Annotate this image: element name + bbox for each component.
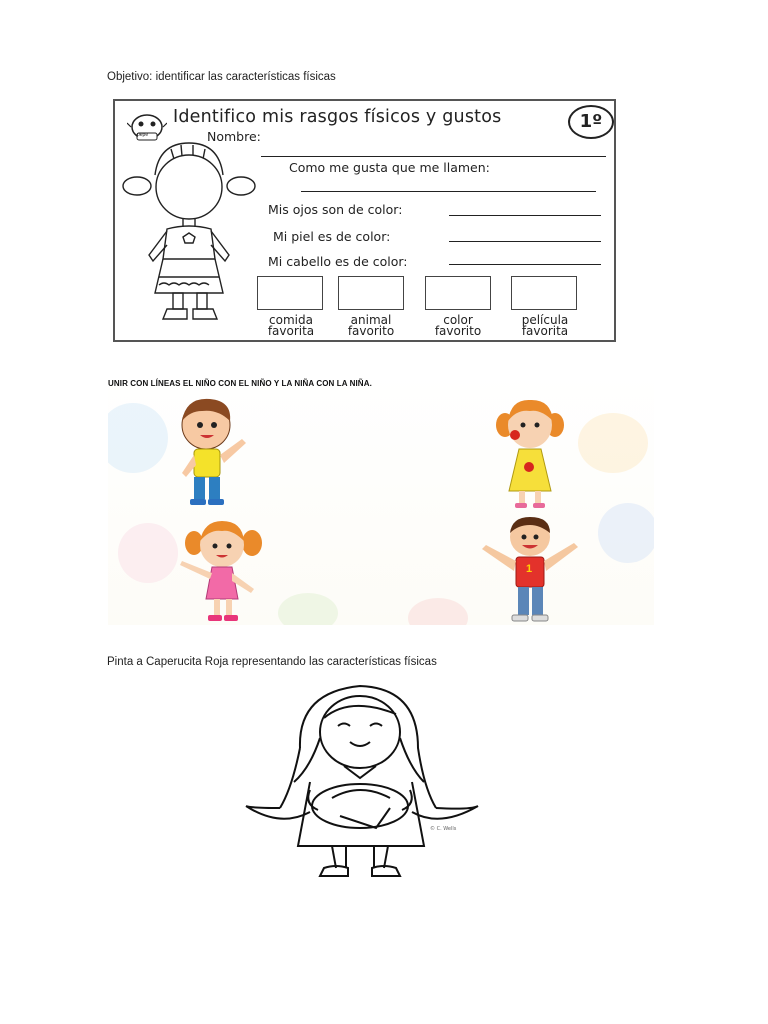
skin-color-line (449, 241, 601, 242)
girl-yellow-dress-image (493, 395, 573, 513)
girl-outline-drawing (119, 135, 259, 331)
favorite-food-label: comida favorita (267, 313, 315, 338)
favorite-movie-label: película favorita (521, 313, 569, 338)
favorite-movie-box (511, 276, 577, 310)
nickname-line (301, 191, 596, 192)
hair-color-label: Mi cabello es de color: (268, 254, 408, 269)
favorite-color-label: color favorito (434, 313, 482, 338)
eye-color-line (449, 215, 601, 216)
svg-text:© C. Wells: © C. Wells (430, 826, 457, 832)
favorite-animal-label: animal favorito (347, 313, 395, 338)
little-red-riding-hood-drawing (240, 678, 484, 882)
name-label: Nombre: (207, 129, 261, 144)
favorite-color-box (425, 276, 491, 310)
boy-yellow-shirt-image (172, 397, 262, 509)
skin-color-label: Mi piel es de color: (273, 229, 391, 244)
favorite-animal-box (338, 276, 404, 310)
physical-traits-worksheet (113, 99, 616, 342)
matching-instructions: UNIR CON LÍNEAS EL NIÑO CON EL NIÑO Y LA NIÑA CON LA NIÑA. (108, 379, 372, 388)
matching-worksheet (108, 373, 654, 625)
logo-text: pepe (137, 132, 149, 138)
shirt-number: 1 (526, 563, 533, 575)
favorite-food-box (257, 276, 323, 310)
nickname-label: Como me gusta que me llamen: (289, 160, 490, 175)
coloring-caption: Pinta a Caperucita Roja representando las características físicas (107, 656, 437, 668)
hair-color-line (449, 264, 601, 265)
eye-color-label: Mis ojos son de color: (268, 202, 403, 217)
grade-badge: 1º (568, 105, 614, 139)
girl-pink-dress-image (172, 517, 268, 625)
objective-caption: Objetivo: identificar las características físicas (107, 71, 336, 83)
name-line (261, 156, 606, 157)
worksheet-title: Identifico mis rasgos físicos y gustos (173, 107, 502, 127)
